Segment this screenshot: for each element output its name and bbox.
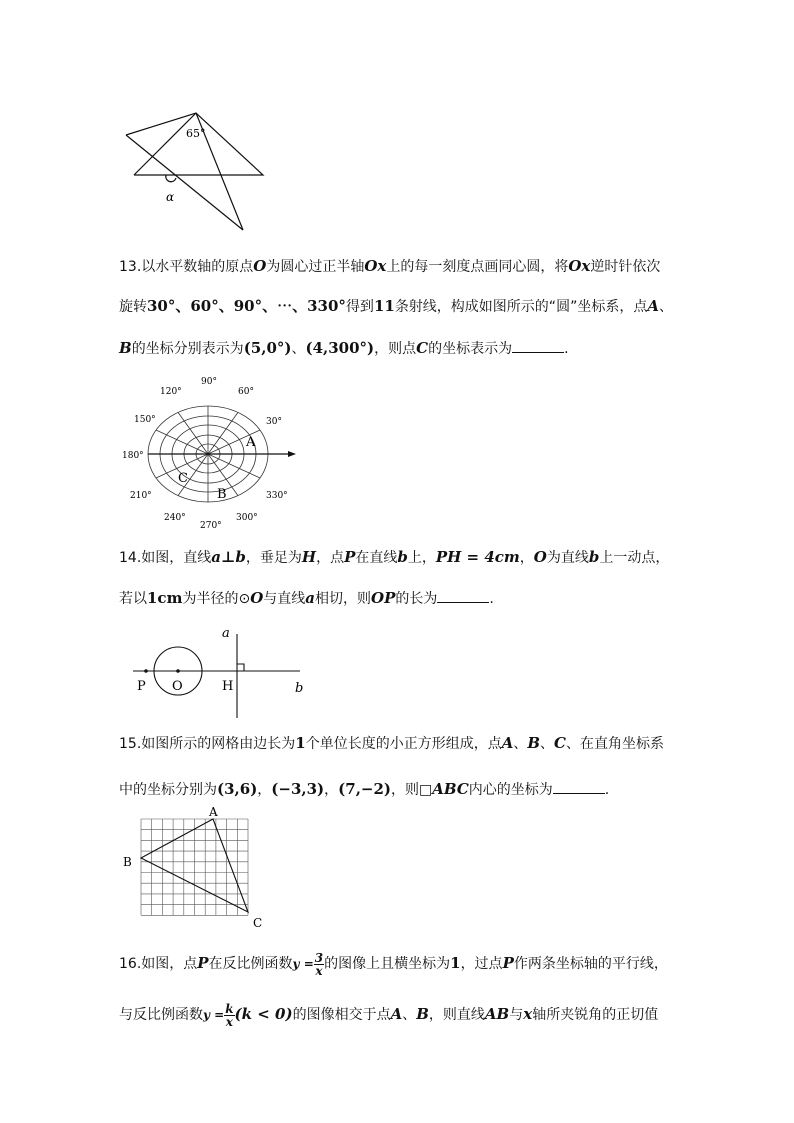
q13-answer-blank [512,338,564,353]
fig12-alpha-arc [166,175,176,182]
q15-line-2: 中的坐标分别为(3,6)，(−3,3)，(7,−2)，则□ABC内心的坐标为 . [119,780,610,798]
label-210: 210° [130,491,152,501]
point-C-label: C [178,471,188,486]
label-270: 270° [200,521,222,531]
label-120: 120° [160,387,182,397]
point-B-label: B [217,487,227,502]
label-60: 60° [238,387,254,397]
q13-line-1: 13.以水平数轴的原点O为圆心过正半轴Ox上的每一刻度点画同心圆，将Ox逆时针依次 [119,257,661,275]
label-150: 150° [134,415,156,425]
q16-fraction-1: $\frac{3}{x}$ [314,950,324,978]
figure-13-polar [118,372,308,532]
q14-line-2: 若以1cm为半径的⊙O与直线a相切，则OP的长为 . [119,589,494,607]
line-b-label: b [295,681,304,696]
point-A-label: A [209,805,218,819]
point-H-label: H [222,679,234,694]
q14-line-1: 14.如图，直线a⊥b，垂足为H，点P在直线b上，PH = 4cm，O为直线b上一动点， [119,548,670,566]
q13-line-2: 旋转30°、60°、90°、⋯、330°得到11条射线，构成如图所示的“圆”坐标系，点A、 [119,297,673,315]
figure-14 [125,620,315,720]
fig12-angle-label: 65° [186,127,206,140]
q14-answer-blank [437,588,489,603]
label-180: 180° [122,451,144,461]
point-P-label: P [137,679,146,694]
label-330: 330° [266,491,288,501]
figure-15-grid [118,803,268,928]
point-O-label: O [172,679,183,694]
fig12-triangle-upper [126,113,263,175]
fig12-alpha-label: α [166,190,175,204]
figure-12 [118,105,278,235]
label-300: 300° [236,513,258,523]
q16-line-1: 16.如图，点P在反比例函数y = $\frac{3}{x}$ 的图像上且横坐标为1，过点P作两条坐标轴的平行线， [119,950,668,978]
label-240: 240° [164,513,186,523]
point-A-label: A [246,435,256,450]
label-90: 90° [201,377,217,387]
point-B-label: B [123,855,132,869]
point-C-label: C [253,916,263,928]
q16-line-2: 与反比例函数y = $\frac{k}{x}$ (k < 0)的图像相交于点A、B，则直线AB与x轴所夹锐角的正切值 [119,1001,659,1029]
fig12-slant-line [126,135,243,230]
label-30: 30° [266,417,282,427]
q13-line-3: B的坐标分别表示为(5,0°)、(4,300°)，则点C的坐标表示为 . [119,339,569,357]
q15-line-1: 15.如图所示的网格由边长为1个单位长度的小正方形组成，点A、B、C、在直角坐标系 [119,734,664,752]
q16-fraction-2: $\frac{k}{x}$ [225,1001,234,1029]
line-a-label: a [222,626,230,641]
q15-answer-blank [553,779,605,794]
